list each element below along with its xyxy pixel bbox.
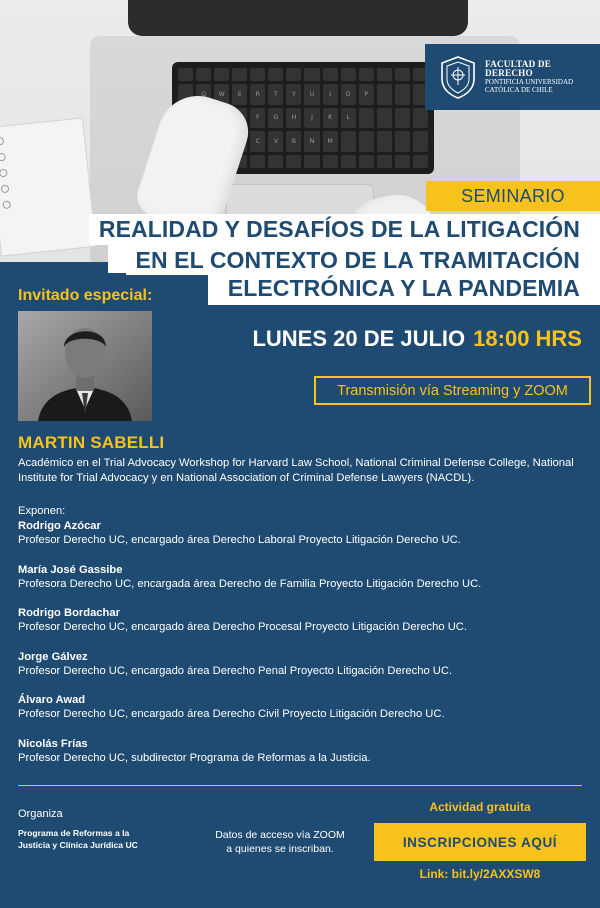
speaker-role: Profesor Derecho UC, encargado área Derecho Laboral Proyecto Litigación Derecho UC. [18,534,461,546]
keyboard-key [395,68,410,81]
keyboard-key: R [250,84,265,104]
speakers-label: Exponen: [18,505,66,517]
keyboard-key [341,68,356,81]
keyboard-key [395,108,410,128]
speaker-item [18,737,588,781]
keyboard-key [395,155,410,168]
university-name-line2: CATÓLICA DE CHILE [485,85,553,94]
keyboard-key: K [323,108,338,128]
guest-label: Invitado especial: [18,287,153,304]
keyboard-key [395,84,410,104]
keyboard-key [178,68,193,81]
notebook-illustration [0,117,97,256]
university-seal-icon [439,55,477,99]
keyboard-key [413,131,428,151]
speaker-item [18,519,588,563]
keyboard-key: I [323,84,338,104]
speaker-role: Profesor Derecho UC, encargado área Derecho Civil Proyecto Litigación Derecho UC. [18,708,445,720]
footer-divider [18,785,582,786]
keyboard-key: G [268,108,283,128]
access-info-line2: a quienes se inscriban. [226,843,334,855]
keyboard-key: F [250,108,265,128]
keyboard-key: N [304,131,319,151]
keyboard-key: V [268,131,283,151]
event-type-badge: SEMINARIO [426,181,600,211]
keyboard-key [359,68,374,81]
keyboard-key: J [304,108,319,128]
keyboard-key: E [232,84,247,104]
event-title-line-2: EN EL CONTEXTO DE LA TRAMITACIÓN [126,245,588,275]
speaker-item [18,650,588,694]
speaker-name: Álvaro Awad [18,694,86,706]
keyboard-key [359,131,374,151]
event-time: 18:00 HRS [473,326,582,351]
guest-name: MARTIN SABELLI [18,433,165,452]
keyboard-key [268,68,283,81]
speaker-name: Nicolás Frías [18,737,88,750]
streaming-info: Transmisión vía Streaming y ZOOM [314,376,591,405]
speaker-name: Rodrigo Bordachar [18,607,120,619]
organizer-name-line1: Programa de Reformas a la [18,828,130,838]
keyboard-key [304,155,319,168]
faculty-logo [425,44,600,110]
keyboard-key: P [359,84,374,104]
speaker-name: María José Gassibe [18,563,123,576]
speaker-name: Rodrigo Azócar [18,520,101,532]
organizer-name [18,828,198,851]
event-datetime [252,326,582,352]
keyboard-key [268,155,283,168]
keyboard-key [323,68,338,81]
keyboard-key [377,131,392,151]
keyboard-key [413,108,428,128]
speaker-name: Jorge Gálvez [18,650,88,663]
keyboard-key [214,68,229,81]
keyboard-key: M [323,131,338,151]
event-date: LUNES 20 DE JULIO [252,326,466,351]
keyboard-key: L [341,108,356,128]
speakers-list [18,519,588,780]
keyboard-key [250,68,265,81]
keyboard-key [304,68,319,81]
event-title-line-3: ELECTRÓNICA Y LA PANDEMIA [218,273,588,303]
keyboard-key [286,155,301,168]
guest-bio: Académico en el Trial Advocacy Workshop for Harvard Law School, National Criminal Defense College, National Institute for Trial Advocacy y en National Association of Criminal Defense Lawyers (NACDL). [18,457,574,484]
speaker-item [18,693,588,737]
university-name-line1: PONTIFICIA UNIVERSIDAD [485,78,574,87]
keyboard-key [377,108,392,128]
speaker-role: Profesor Derecho UC, subdirector Programa de Reformas a la Justicia. [18,751,371,764]
keyboard-key [413,155,428,168]
register-button[interactable]: INSCRIPCIONES AQUÍ [374,823,586,861]
keyboard-key: U [304,84,319,104]
keyboard-key: Q [196,84,211,104]
keyboard-key [323,155,338,168]
keyboard-key: O [341,84,356,104]
keyboard-key: Y [286,84,301,104]
keyboard-key [395,131,410,151]
speaker-role: Profesor Derecho UC, encargado área Derecho Procesal Proyecto Litigación Derecho UC. [18,621,467,633]
keyboard-key [341,131,356,151]
faculty-name: FACULTAD DE DERECHO [485,58,552,79]
organizer-name-line2: Justicia y Clínica Jurídica UC [18,839,138,850]
speaker-item [18,563,588,607]
keyboard-key: C [250,131,265,151]
keyboard-key [359,155,374,168]
speaker-item [18,606,588,650]
speaker-role: Profesora Derecho UC, encargada área Derecho de Familia Proyecto Litigación Derecho UC. [18,577,482,590]
keyboard-key [250,155,265,168]
keyboard-key [377,155,392,168]
laptop-screen [128,0,468,36]
keyboard-key [232,68,247,81]
keyboard-key [286,68,301,81]
event-title-line-1: REALIDAD Y DESAFÍOS DE LA LITIGACIÓN [89,214,588,244]
free-activity-label: Actividad gratuita [429,800,531,814]
registration-link[interactable]: Link: bit.ly/2AXXSW8 [419,867,541,881]
access-info [196,828,364,856]
guest-portrait-icon [18,311,152,421]
keyboard-key: B [286,131,301,151]
speaker-role: Profesor Derecho UC, encargado área Derecho Penal Proyecto Litigación Derecho UC. [18,664,453,677]
organizer-label: Organiza [18,808,63,820]
keyboard-key: W [214,84,229,104]
keyboard-key [196,68,211,81]
keyboard-key [377,84,392,104]
keyboard-key: H [286,108,301,128]
keyboard-key: T [268,84,283,104]
keyboard-key [341,155,356,168]
guest-photo [18,311,152,421]
access-info-line1: Datos de acceso vía ZOOM [215,829,345,841]
keyboard-key [359,108,374,128]
keyboard-key [377,68,392,81]
